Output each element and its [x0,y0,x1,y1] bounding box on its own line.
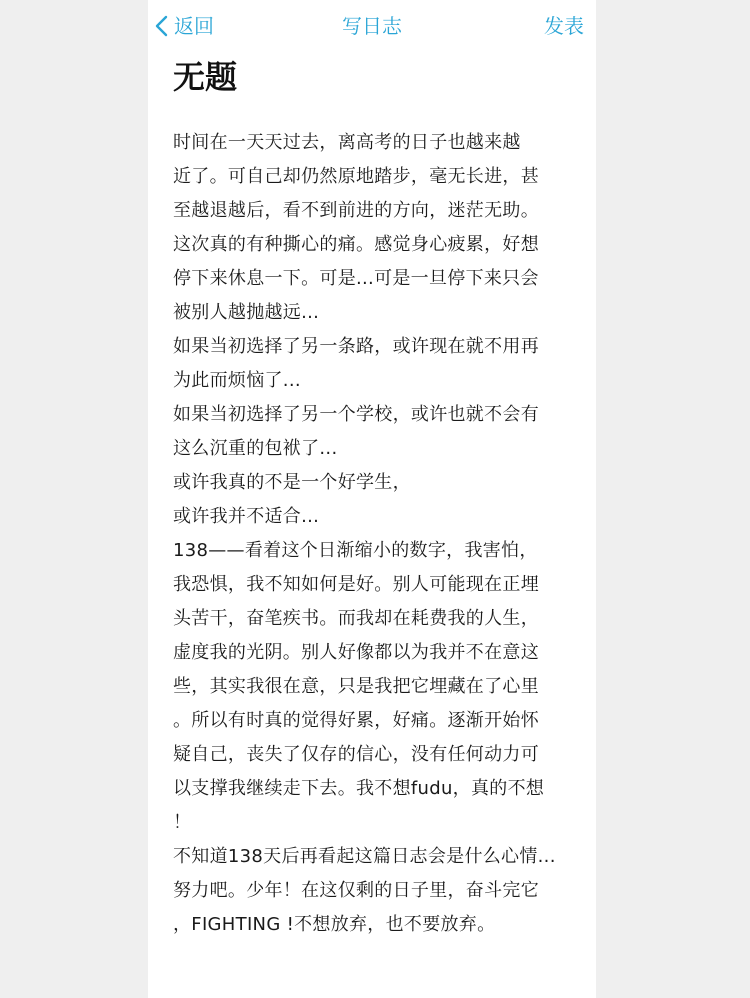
text-line: 疑自己，丧失了仅存的信心，没有任何动力可 [173,744,539,765]
text-line: 为此而烦恼了... [173,370,301,391]
back-label: 返回 [174,14,214,38]
text-line: 这次真的有种撕心的痛。感觉身心疲累，好想 [173,234,539,255]
navigation-bar [148,0,596,52]
post-title: 无题 [173,58,238,96]
page-title: 写日志 [342,14,402,38]
text-line: 如果当初选择了另一个学校，或许也就不会有 [173,404,539,425]
text-line: 虚度我的光阴。别人好像都以为我并不在意这 [173,642,539,663]
text-line: 时间在一天天过去，离高考的日子也越来越 [173,132,521,153]
text-line: 努力吧。少年！在这仅剩的日子里，奋斗完它 [173,880,539,901]
text-line: 被别人越抛越远... [173,302,320,323]
post-body[interactable] [148,126,596,942]
text-line: 138——看着这个日渐缩小的数字，我害怕， [173,540,538,561]
text-line: 至越退越后，看不到前进的方向，迷茫无助。 [173,200,539,221]
text-line: 不知道138天后再看起这篇日志会是什么心情... [173,846,556,867]
text-line: 以支撑我继续走下去。我不想fudu，真的不想 [173,778,545,799]
text-line: 或许我并不适合... [173,506,320,527]
publish-button[interactable]: 发表 [544,14,584,38]
text-line: 停下来休息一下。可是...可是一旦停下来只会 [173,268,539,289]
diary-screen [148,0,596,998]
text-line: 近了。可自己却仍然原地踏步，毫无长进，甚 [173,166,539,187]
text-line: 些，其实我很在意，只是我把它埋藏在了心里 [173,676,539,697]
text-line: ，FIGHTING !不想放弃，也不要放弃。 [173,914,496,935]
text-line: ！ [173,812,192,833]
text-line: 或许我真的不是一个好学生， [173,472,411,493]
text-line: 我恐惧，我不知如何是好。别人可能现在正埋 [173,574,539,595]
text-line: 。所以有时真的觉得好累，好痛。逐渐开始怀 [173,710,539,731]
text-line: 如果当初选择了另一条路，或许现在就不用再 [173,336,539,357]
text-line: 这么沉重的包袱了... [173,438,338,459]
text-line: 头苦干，奋笔疾书。而我却在耗费我的人生， [173,608,539,629]
